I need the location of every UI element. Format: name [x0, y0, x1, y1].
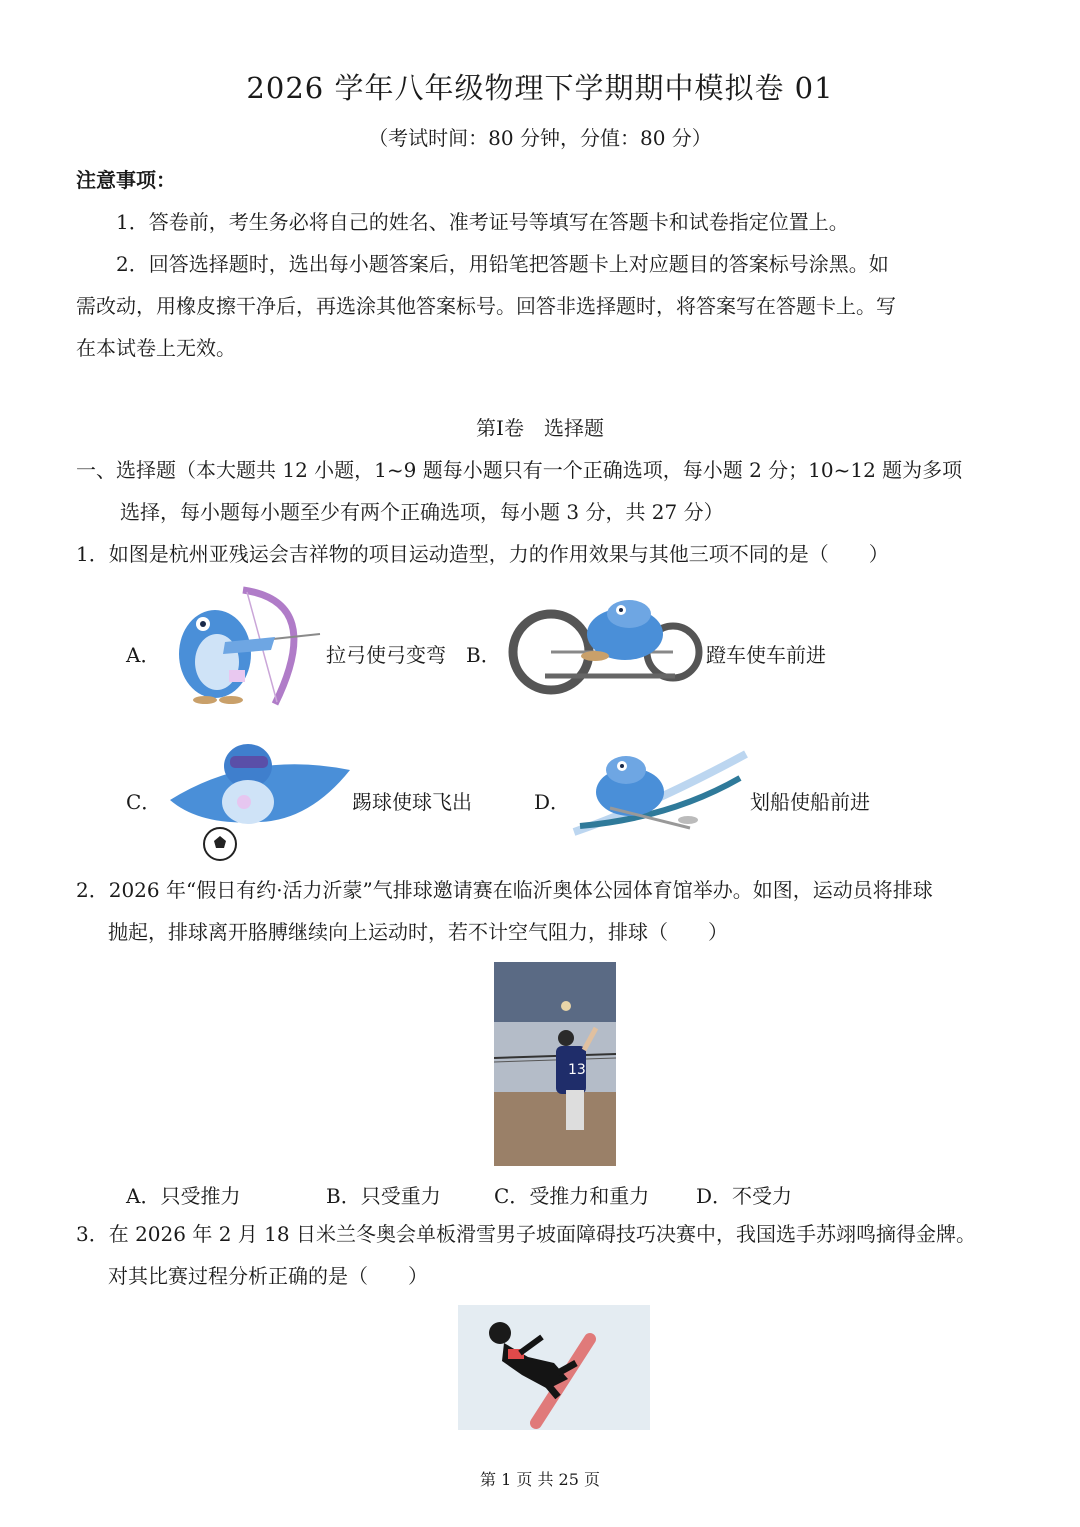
- q2-option-d: D．不受力: [696, 1184, 793, 1208]
- soccer-mascot-image: [160, 730, 355, 865]
- page-title: 2026 学年八年级物理下学期期中模拟卷 01: [246, 71, 834, 105]
- volleyball-photo: [494, 962, 616, 1166]
- question-3-stem-line-2: 对其比赛过程分析正确的是（ ）: [108, 1264, 428, 1288]
- archery-mascot-image: [165, 582, 325, 712]
- question-2-stem-line-2: 抛起，排球离开胳膊继续向上运动时，若不计空气阻力，排球（ ）: [108, 920, 728, 944]
- q2-option-a: A．只受推力: [126, 1184, 241, 1208]
- section-heading-line-1: 一、选择题（本大题共 12 小题，1~9 题每小题只有一个正确选项，每小题 2 分；10~12 题为多项: [76, 458, 963, 482]
- section-heading-line-2: 选择，每小题每小题至少有两个正确选项，每小题 3 分，共 27 分）: [120, 500, 724, 524]
- q2-option-c: C．受推力和重力: [494, 1184, 650, 1208]
- jersey-number: 13: [568, 1062, 586, 1078]
- question-2-stem-line-1: 2．2026 年“假日有约·活力沂蒙”气排球邀请赛在临沂奥体公园体育馆举办。如图，运动员将排球: [76, 878, 933, 902]
- q1-option-d-label: D．: [534, 790, 571, 814]
- exam-info: （考试时间：80 分钟，分值：80 分）: [368, 126, 712, 150]
- question-3-stem-line-1: 3．在 2026 年 2 月 18 日米兰冬奥会单板滑雪男子坡面障碍技巧决赛中，我国选手苏翊鸣摘得金牌。: [76, 1222, 976, 1246]
- note-item-2-line-1: 2．回答选择题时，选出每小题答案后，用铅笔把答题卡上对应题目的答案标号涂黑。如: [116, 252, 889, 276]
- snowboard-photo: [458, 1305, 650, 1430]
- q2-option-b: B．只受重力: [326, 1184, 441, 1208]
- note-item-2-line-3: 在本试卷上无效。: [76, 336, 236, 360]
- q1-option-a-label: A．: [126, 643, 161, 667]
- q1-option-d-text: 划船使船前进: [750, 790, 870, 814]
- q1-option-a-text: 拉弓使弓变弯: [326, 643, 446, 667]
- q1-option-b-text: 蹬车使车前进: [706, 643, 826, 667]
- note-item-2-line-2: 需改动，用橡皮擦干净后，再选涂其他答案标号。回答非选择题时，将答案写在答题卡上。写: [76, 294, 896, 318]
- page-footer: 第 1 页 共 25 页: [480, 1470, 600, 1489]
- q1-option-c-text: 踢球使球飞出: [352, 790, 472, 814]
- question-1-stem: 1．如图是杭州亚残运会吉祥物的项目运动造型，力的作用效果与其他三项不同的是（ ）: [76, 542, 889, 566]
- part-heading: 第Ⅰ卷 选择题: [476, 416, 604, 440]
- handcycle-mascot-image: [505, 594, 705, 698]
- notes-heading: 注意事项：: [76, 168, 176, 192]
- note-item-1: 1．答卷前，考生务必将自己的姓名、准考证号等填写在答题卡和试卷指定位置上。: [116, 210, 849, 234]
- rowing-mascot-image: [570, 748, 750, 838]
- q1-option-c-label: C．: [126, 790, 162, 814]
- q1-option-b-label: B．: [466, 643, 501, 667]
